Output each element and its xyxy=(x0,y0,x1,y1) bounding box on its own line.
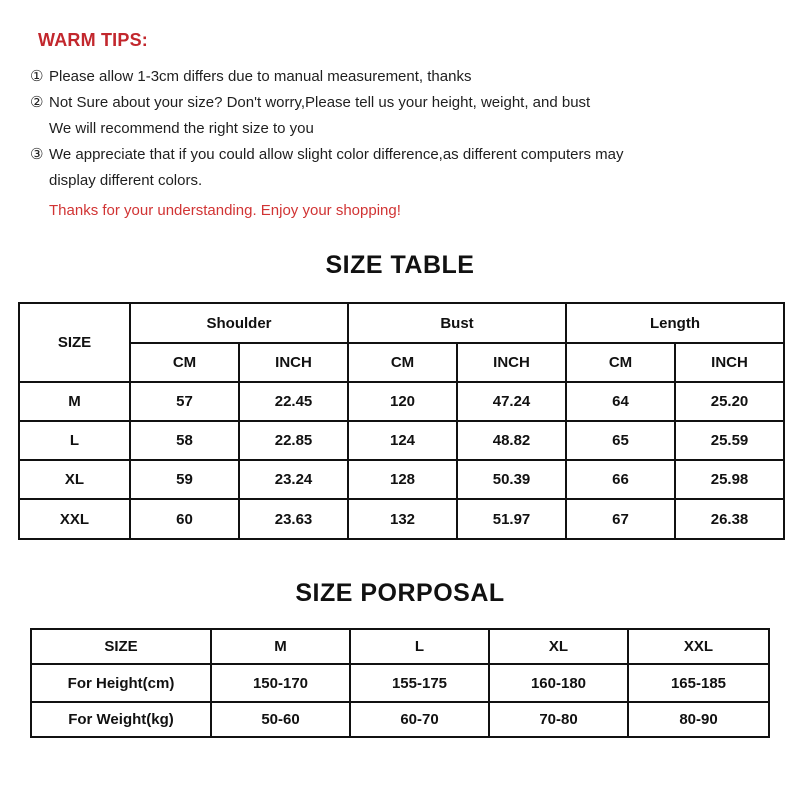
table-subheader-row xyxy=(19,343,784,382)
table-cell: 25.98 xyxy=(675,460,784,499)
size-label-cell: XL xyxy=(19,460,130,499)
table-cell: 155-175 xyxy=(350,664,489,702)
tip-text: We appreciate that if you could allow slight color difference,as different computers may xyxy=(49,146,624,163)
subheader-cell: CM xyxy=(130,343,239,382)
table-cell: 150-170 xyxy=(211,664,350,702)
tip-line-3 xyxy=(30,142,780,168)
table-cell: 50.39 xyxy=(457,460,566,499)
table-cell: 132 xyxy=(348,499,457,539)
table-cell: 22.45 xyxy=(239,382,348,421)
warm-tips-section xyxy=(0,0,800,224)
header-cell: SIZE xyxy=(31,629,211,664)
size-label-cell: M xyxy=(19,382,130,421)
table-row-l xyxy=(19,421,784,460)
tip-text: We will recommend the right size to you xyxy=(49,120,314,137)
table-cell: 50-60 xyxy=(211,702,350,737)
group-header-length: Length xyxy=(566,303,784,343)
table-cell: 124 xyxy=(348,421,457,460)
proposal-row-weight xyxy=(31,702,769,737)
table-cell: 22.85 xyxy=(239,421,348,460)
tip-bullet-empty xyxy=(30,116,49,142)
table-cell: 60-70 xyxy=(350,702,489,737)
table-cell: 25.59 xyxy=(675,421,784,460)
table-cell: 67 xyxy=(566,499,675,539)
proposal-header-row xyxy=(31,629,769,664)
table-header-row xyxy=(19,303,784,343)
table-cell: 23.24 xyxy=(239,460,348,499)
table-cell: 70-80 xyxy=(489,702,628,737)
tip-text: display different colors. xyxy=(49,172,203,189)
table-cell: 25.20 xyxy=(675,382,784,421)
subheader-cell: CM xyxy=(348,343,457,382)
size-proposal-title: SIZE PORPOSAL xyxy=(295,579,505,607)
table-row-xxl xyxy=(19,499,784,539)
header-cell: XL xyxy=(489,629,628,664)
table-cell: 47.24 xyxy=(457,382,566,421)
row-label-cell: For Weight(kg) xyxy=(31,702,211,737)
tip-line-1 xyxy=(30,64,780,90)
table-cell: 59 xyxy=(130,460,239,499)
tip-line-2 xyxy=(30,90,780,116)
table-cell: 57 xyxy=(130,382,239,421)
circled-3-bullet: ③ xyxy=(30,146,44,163)
tip-line-2-continuation xyxy=(30,116,780,142)
header-cell: M xyxy=(211,629,350,664)
table-cell: 26.38 xyxy=(675,499,784,539)
size-table-title: SIZE TABLE xyxy=(325,251,475,279)
group-header-bust: Bust xyxy=(348,303,566,343)
thanks-message: Thanks for your understanding. Enjoy your shopping! xyxy=(49,202,401,219)
tip-text: Please allow 1-3cm differs due to manual measurement, thanks xyxy=(49,68,472,85)
size-proposal-table xyxy=(30,628,770,738)
subheader-cell: INCH xyxy=(239,343,348,382)
group-header-shoulder: Shoulder xyxy=(130,303,348,343)
subheader-cell: INCH xyxy=(457,343,566,382)
table-cell: 120 xyxy=(348,382,457,421)
proposal-row-height xyxy=(31,664,769,702)
table-cell: 51.97 xyxy=(457,499,566,539)
table-cell: 58 xyxy=(130,421,239,460)
size-label-cell: L xyxy=(19,421,130,460)
table-cell: 128 xyxy=(348,460,457,499)
table-cell: 80-90 xyxy=(628,702,769,737)
header-cell: L xyxy=(350,629,489,664)
circled-1-bullet: ① xyxy=(30,68,44,85)
table-cell: 165-185 xyxy=(628,664,769,702)
header-cell: XXL xyxy=(628,629,769,664)
table-cell: 65 xyxy=(566,421,675,460)
subheader-cell: CM xyxy=(566,343,675,382)
warm-tips-title: WARM TIPS: xyxy=(38,30,148,50)
corner-header-cell: SIZE xyxy=(19,303,130,382)
table-cell: 66 xyxy=(566,460,675,499)
table-row-xl xyxy=(19,460,784,499)
circled-2-bullet: ② xyxy=(30,94,44,111)
table-cell: 160-180 xyxy=(489,664,628,702)
table-cell: 64 xyxy=(566,382,675,421)
size-label-cell: XXL xyxy=(19,499,130,539)
subheader-cell: INCH xyxy=(675,343,784,382)
row-label-cell: For Height(cm) xyxy=(31,664,211,702)
tip-text: Not Sure about your size? Don't worry,Please tell us your height, weight, and bust xyxy=(49,94,591,111)
table-row-m xyxy=(19,382,784,421)
tip-bullet-empty xyxy=(30,168,49,194)
table-cell: 48.82 xyxy=(457,421,566,460)
tip-line-3-continuation xyxy=(30,168,780,194)
table-cell: 60 xyxy=(130,499,239,539)
table-cell: 23.63 xyxy=(239,499,348,539)
size-table xyxy=(18,302,785,540)
